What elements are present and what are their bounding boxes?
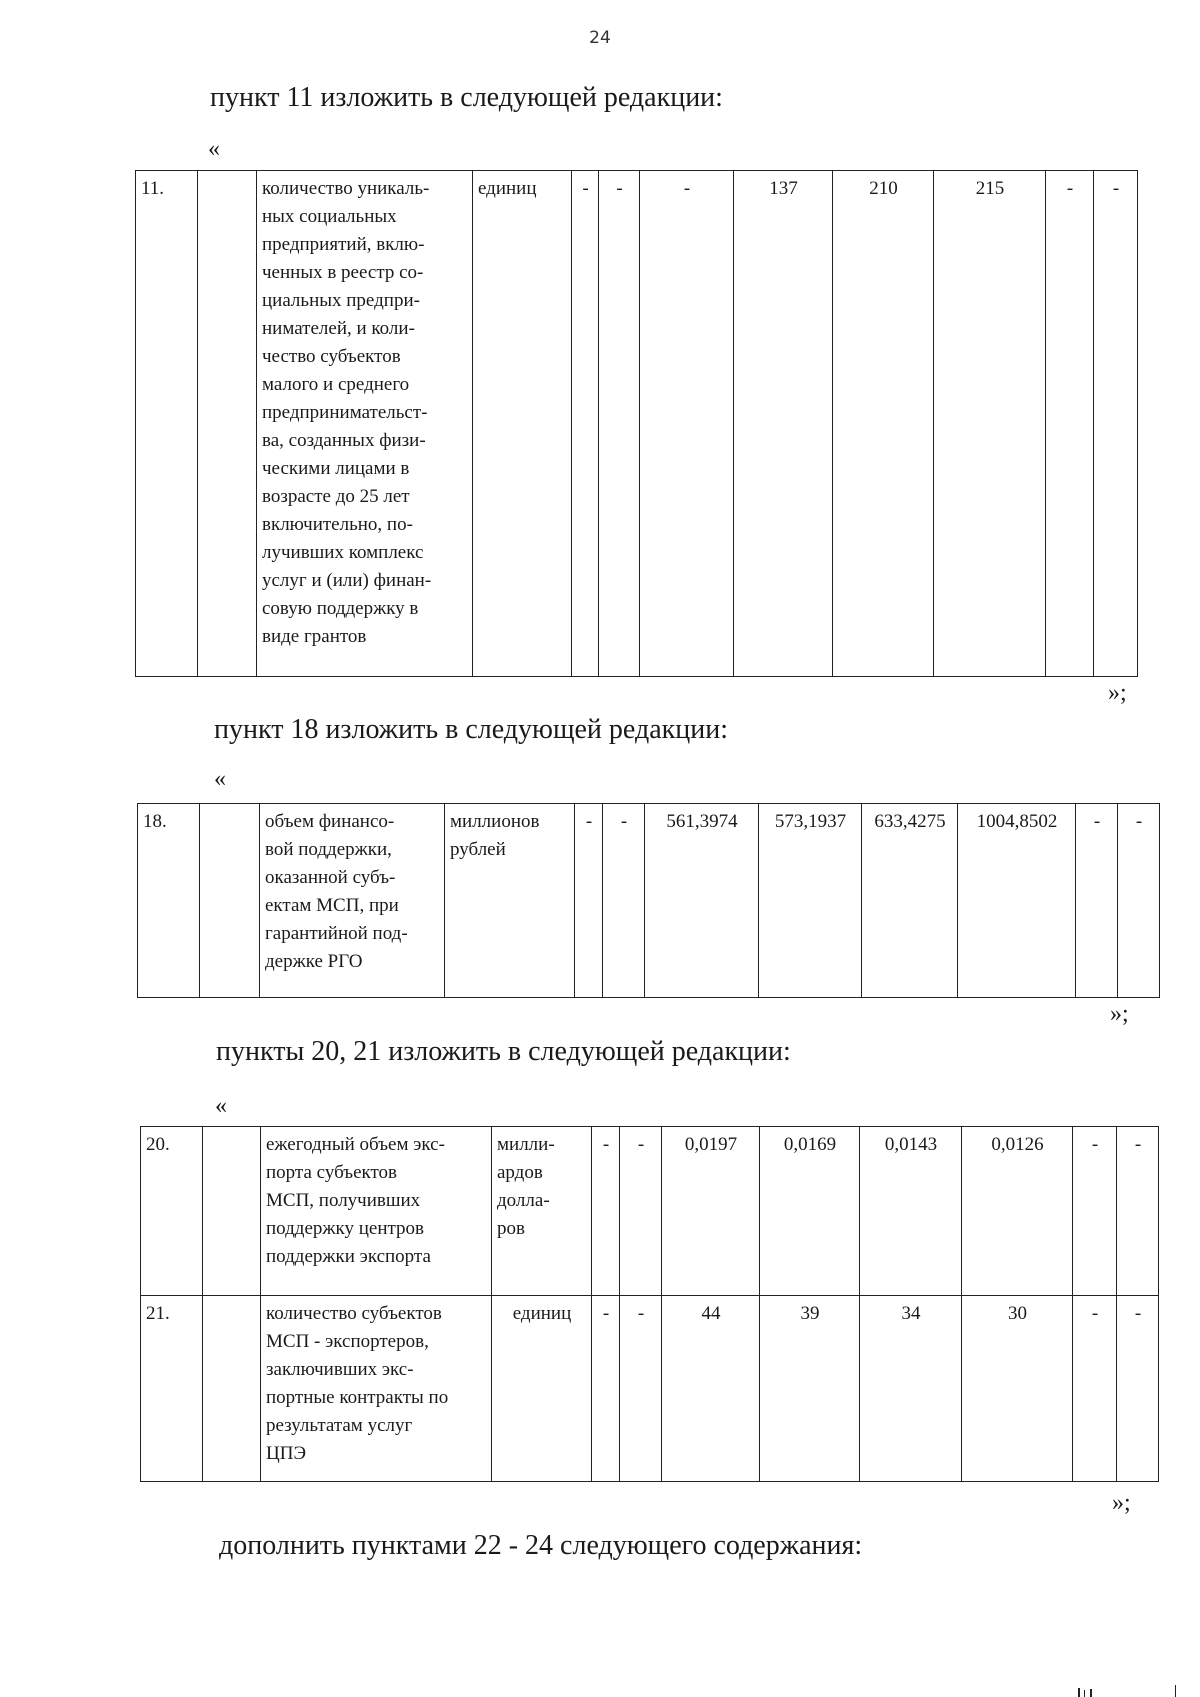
- table-item-11: [135, 170, 1138, 677]
- value-cell: 44: [662, 1296, 760, 1482]
- value-cell: 0,0126: [962, 1127, 1073, 1296]
- indicator-description: ежегодный объем экс- порта субъектов МСП, получивших поддержку центров поддержки экспорта: [261, 1127, 492, 1296]
- item-number: 18.: [138, 804, 200, 998]
- value-cell: -: [1117, 1127, 1159, 1296]
- open-quote: «: [215, 1093, 227, 1119]
- item-number: 20.: [141, 1127, 203, 1296]
- value-cell: -: [575, 804, 603, 998]
- item-number: 21.: [141, 1296, 203, 1482]
- scan-mark: [1090, 1689, 1092, 1697]
- unit-of-measure: единиц: [492, 1296, 592, 1482]
- value-cell: 0,0197: [662, 1127, 760, 1296]
- scan-mark: [1084, 1690, 1085, 1697]
- value-cell: -: [572, 171, 599, 677]
- item-number: 11.: [136, 171, 198, 677]
- table-row: [141, 1296, 1159, 1482]
- page-number: 24: [589, 28, 611, 48]
- empty-cell: [203, 1127, 261, 1296]
- section-heading-11: пункт 11 изложить в следующей редакции:: [210, 82, 723, 113]
- value-cell: 215: [934, 171, 1046, 677]
- table-item-18: [137, 803, 1160, 998]
- table-row: [136, 171, 1138, 677]
- value-cell: -: [1117, 1296, 1159, 1482]
- close-quote: »;: [1112, 1490, 1131, 1516]
- open-quote: «: [214, 766, 226, 792]
- empty-cell: [203, 1296, 261, 1482]
- value-cell: 30: [962, 1296, 1073, 1482]
- close-quote: »;: [1108, 680, 1127, 706]
- value-cell: 561,3974: [645, 804, 759, 998]
- indicator-description: количество субъектов МСП - экспортеров, заключивших экс- портные контракты по результатам услуг ЦПЭ: [261, 1296, 492, 1482]
- value-cell: 39: [760, 1296, 860, 1482]
- close-quote: »;: [1110, 1001, 1129, 1027]
- value-cell: -: [620, 1296, 662, 1482]
- value-cell: -: [1094, 171, 1138, 677]
- value-cell: -: [1073, 1296, 1117, 1482]
- unit-of-measure: миллионов рублей: [445, 804, 575, 998]
- value-cell: 1004,8502: [958, 804, 1076, 998]
- unit-of-measure: милли- ардов долла- ров: [492, 1127, 592, 1296]
- value-cell: -: [592, 1127, 620, 1296]
- indicator-description: количество уникаль- ных социальных предприятий, вклю- ченных в реестр со- циальных предпри- нимателей, и коли- чество субъектов малого и среднего предпринимательст- ва, созданных физи- ческими лицами в возрасте до 25 лет включительно, по- лучивших комплекс услуг и (или) финан- совую поддержку в виде грантов: [257, 171, 473, 677]
- value-cell: -: [1076, 804, 1118, 998]
- value-cell: 210: [833, 171, 934, 677]
- section-heading-18: пункт 18 изложить в следующей редакции:: [214, 714, 728, 745]
- unit-of-measure: единиц: [473, 171, 572, 677]
- table-items-20-21: [140, 1126, 1159, 1482]
- value-cell: 0,0143: [860, 1127, 962, 1296]
- empty-cell: [198, 171, 257, 677]
- value-cell: -: [603, 804, 645, 998]
- value-cell: 34: [860, 1296, 962, 1482]
- value-cell: -: [620, 1127, 662, 1296]
- section-heading-20-21: пункты 20, 21 изложить в следующей редакции:: [216, 1036, 791, 1067]
- value-cell: -: [1046, 171, 1094, 677]
- value-cell: 137: [734, 171, 833, 677]
- scan-mark: [1078, 1688, 1080, 1697]
- closing-heading: дополнить пунктами 22 - 24 следующего содержания:: [219, 1530, 863, 1561]
- empty-cell: [200, 804, 260, 998]
- value-cell: -: [640, 171, 734, 677]
- value-cell: -: [592, 1296, 620, 1482]
- indicator-description: объем финансо- вой поддержки, оказанной субъ- ектам МСП, при гарантийной под- держке РГО: [260, 804, 445, 998]
- table-row: [138, 804, 1160, 998]
- table-row: [141, 1127, 1159, 1296]
- open-quote: «: [208, 136, 220, 162]
- scan-mark: [1175, 1685, 1176, 1697]
- value-cell: 573,1937: [759, 804, 862, 998]
- value-cell: -: [1073, 1127, 1117, 1296]
- value-cell: -: [599, 171, 640, 677]
- value-cell: 0,0169: [760, 1127, 860, 1296]
- value-cell: 633,4275: [862, 804, 958, 998]
- value-cell: -: [1118, 804, 1160, 998]
